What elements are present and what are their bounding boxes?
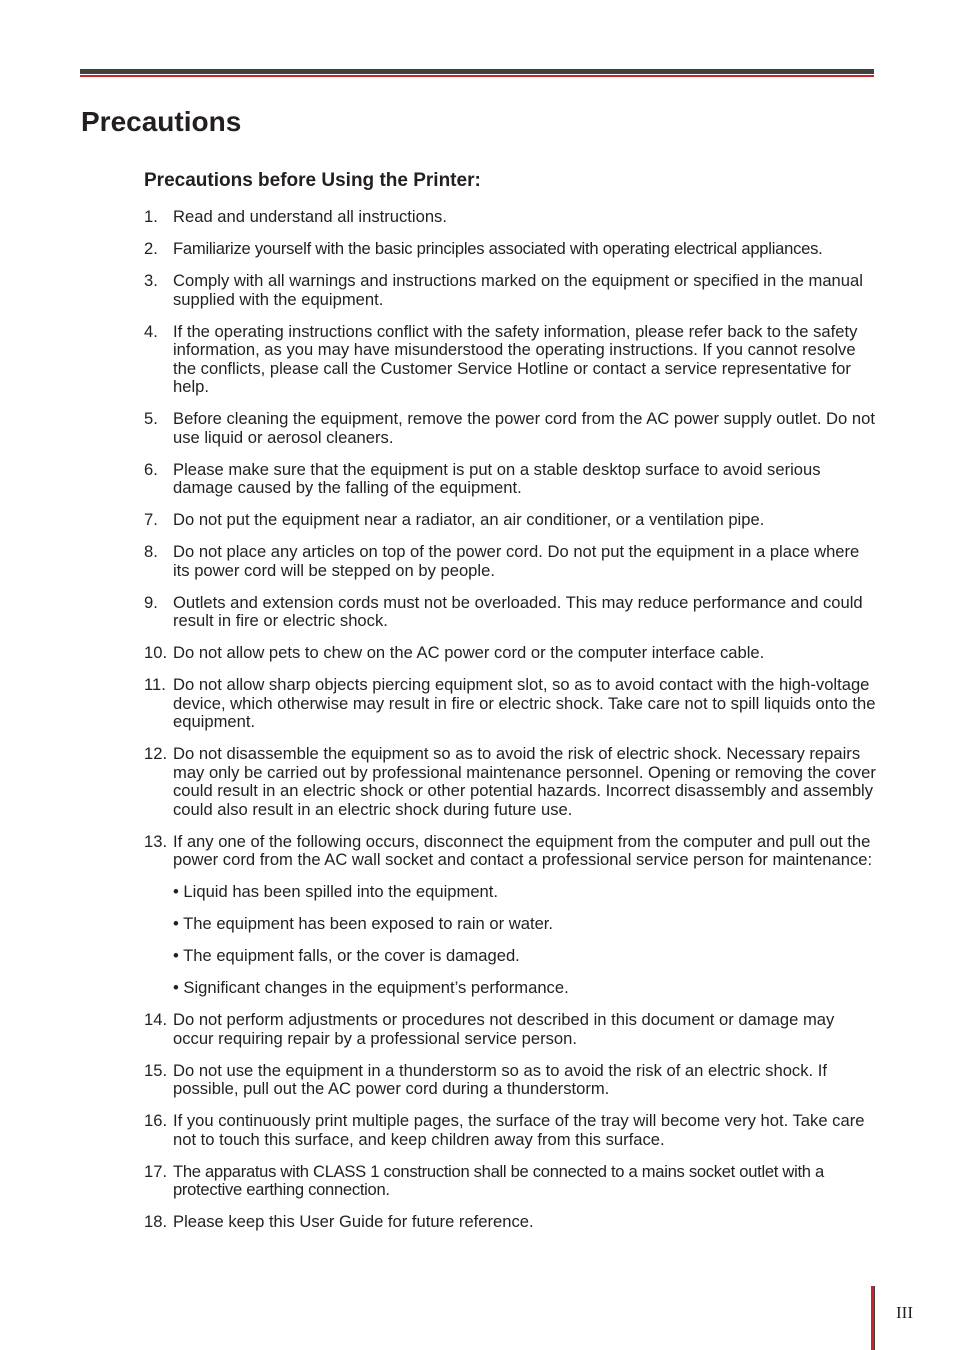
sub-list-wrapper <box>144 883 876 998</box>
item-number: 7. <box>144 510 158 529</box>
list-item <box>144 272 876 309</box>
item-text: Before cleaning the equipment, remove the power cord from the AC power supply outlet. Do not use liquid or aerosol cleaners. <box>173 409 875 447</box>
list-item <box>144 833 876 870</box>
sub-list <box>144 883 876 998</box>
list-item <box>144 676 876 732</box>
item-number: 1. <box>144 207 158 226</box>
item-text: Do not allow sharp objects piercing equipment slot, so as to avoid contact with the high-voltage device, which otherwise may result in fire or electric shock. Take care not to spill liquids onto the equipment. <box>173 675 876 731</box>
list-item <box>144 745 876 819</box>
item-number: 17. <box>144 1161 168 1181</box>
list-item <box>144 1112 876 1149</box>
item-number: 5. <box>144 409 158 428</box>
item-number: 11. <box>144 675 166 694</box>
item-text: If any one of the following occurs, disconnect the equipment from the computer and pull out the power cord from the AC wall socket and contact a professional service person for maintenance: <box>173 831 873 869</box>
item-number: 14. <box>144 1010 168 1029</box>
item-number: 16. <box>144 1111 168 1130</box>
item-number: 15. <box>144 1060 168 1080</box>
page-number: III <box>896 1303 913 1322</box>
list-item <box>144 410 876 447</box>
item-text: Do not use the equipment in a thunderstorm so as to avoid the risk of an electric shock. If possible, pull out the AC power cord during a thunderstorm. <box>173 1060 827 1098</box>
list-item <box>144 644 876 663</box>
item-text: Do not allow pets to chew on the AC power cord or the computer interface cable. <box>173 643 765 662</box>
page-title: Precautions <box>81 106 242 137</box>
item-text: Do not put the equipment near a radiator, an air conditioner, or a ventilation pipe. <box>173 510 765 529</box>
sub-list-item: • Significant changes in the equipment’s performance. <box>173 978 569 997</box>
item-text: Please make sure that the equipment is put on a stable desktop surface to avoid serious damage caused by the falling of the equipment. <box>173 459 821 497</box>
list-item <box>144 1062 876 1099</box>
list-item <box>144 323 876 397</box>
list-item <box>144 543 876 580</box>
item-number: 9. <box>144 592 158 612</box>
list-item <box>144 1011 876 1048</box>
item-text: Familiarize yourself with the basic principles associated with operating electrical appliances. <box>173 239 823 258</box>
sub-list-item: • The equipment falls, or the cover is damaged. <box>173 946 520 965</box>
item-text: Do not perform adjustments or procedures not described in this document or damage may occur requiring repair by a professional service person. <box>173 1010 835 1048</box>
item-number: 12. <box>144 744 168 763</box>
item-text: Please keep this User Guide for future reference. <box>173 1212 534 1231</box>
sub-list-item: • Liquid has been spilled into the equipment. <box>173 882 499 901</box>
header-rule-accent <box>80 75 874 77</box>
list-item <box>144 240 876 259</box>
list-item <box>144 1213 876 1232</box>
list-item <box>144 1163 876 1200</box>
item-number: 13. <box>144 831 168 851</box>
section-heading: Precautions before Using the Printer: <box>144 170 481 191</box>
item-text: If you continuously print multiple pages, the surface of the tray will become very hot. Take care not to touch this surface, and keep children away from this surface. <box>173 1111 865 1149</box>
item-number: 6. <box>144 459 158 479</box>
item-number: 8. <box>144 542 158 561</box>
precautions-list <box>144 208 876 1245</box>
item-number: 4. <box>144 321 158 341</box>
header-rule-dark <box>80 69 874 74</box>
item-text: Outlets and extension cords must not be overloaded. This may reduce performance and could result in fire or electric shock. <box>173 592 863 630</box>
list-item <box>144 208 876 227</box>
item-number: 18. <box>144 1212 168 1231</box>
item-text: The apparatus with CLASS 1 construction shall be connected to a mains socket outlet with a protective earthing connection. <box>173 1161 824 1199</box>
footer-rule-dark <box>874 1286 875 1350</box>
list-item <box>144 511 876 530</box>
sub-list-item: • The equipment has been exposed to rain or water. <box>173 914 554 933</box>
item-text: Comply with all warnings and instructions marked on the equipment or specified in the manual supplied with the equipment. <box>173 271 863 309</box>
item-text: Do not place any articles on top of the power cord. Do not put the equipment in a place where its power cord will be stepped on by people. <box>173 542 860 580</box>
item-text: Read and understand all instructions. <box>173 207 447 226</box>
item-number: 10. <box>144 643 168 662</box>
item-number: 2. <box>144 239 158 258</box>
item-text: If the operating instructions conflict with the safety information, please refer back to the safety information, as you may have misunderstood the operating instructions. If you cannot resolve the conflicts, please call the Customer Service Hotline or contact a service representative for help. <box>173 321 858 396</box>
item-text: Do not disassemble the equipment so as to avoid the risk of electric shock. Necessary repairs may only be carried out by professional maintenance personnel. Opening or removing the cover could result in an electric shock or other potential hazards. Incorrect disassembly and assembly could also result in an electric shock during future use. <box>173 744 876 819</box>
list-item <box>144 594 876 631</box>
item-number: 3. <box>144 271 158 290</box>
list-item <box>144 461 876 498</box>
